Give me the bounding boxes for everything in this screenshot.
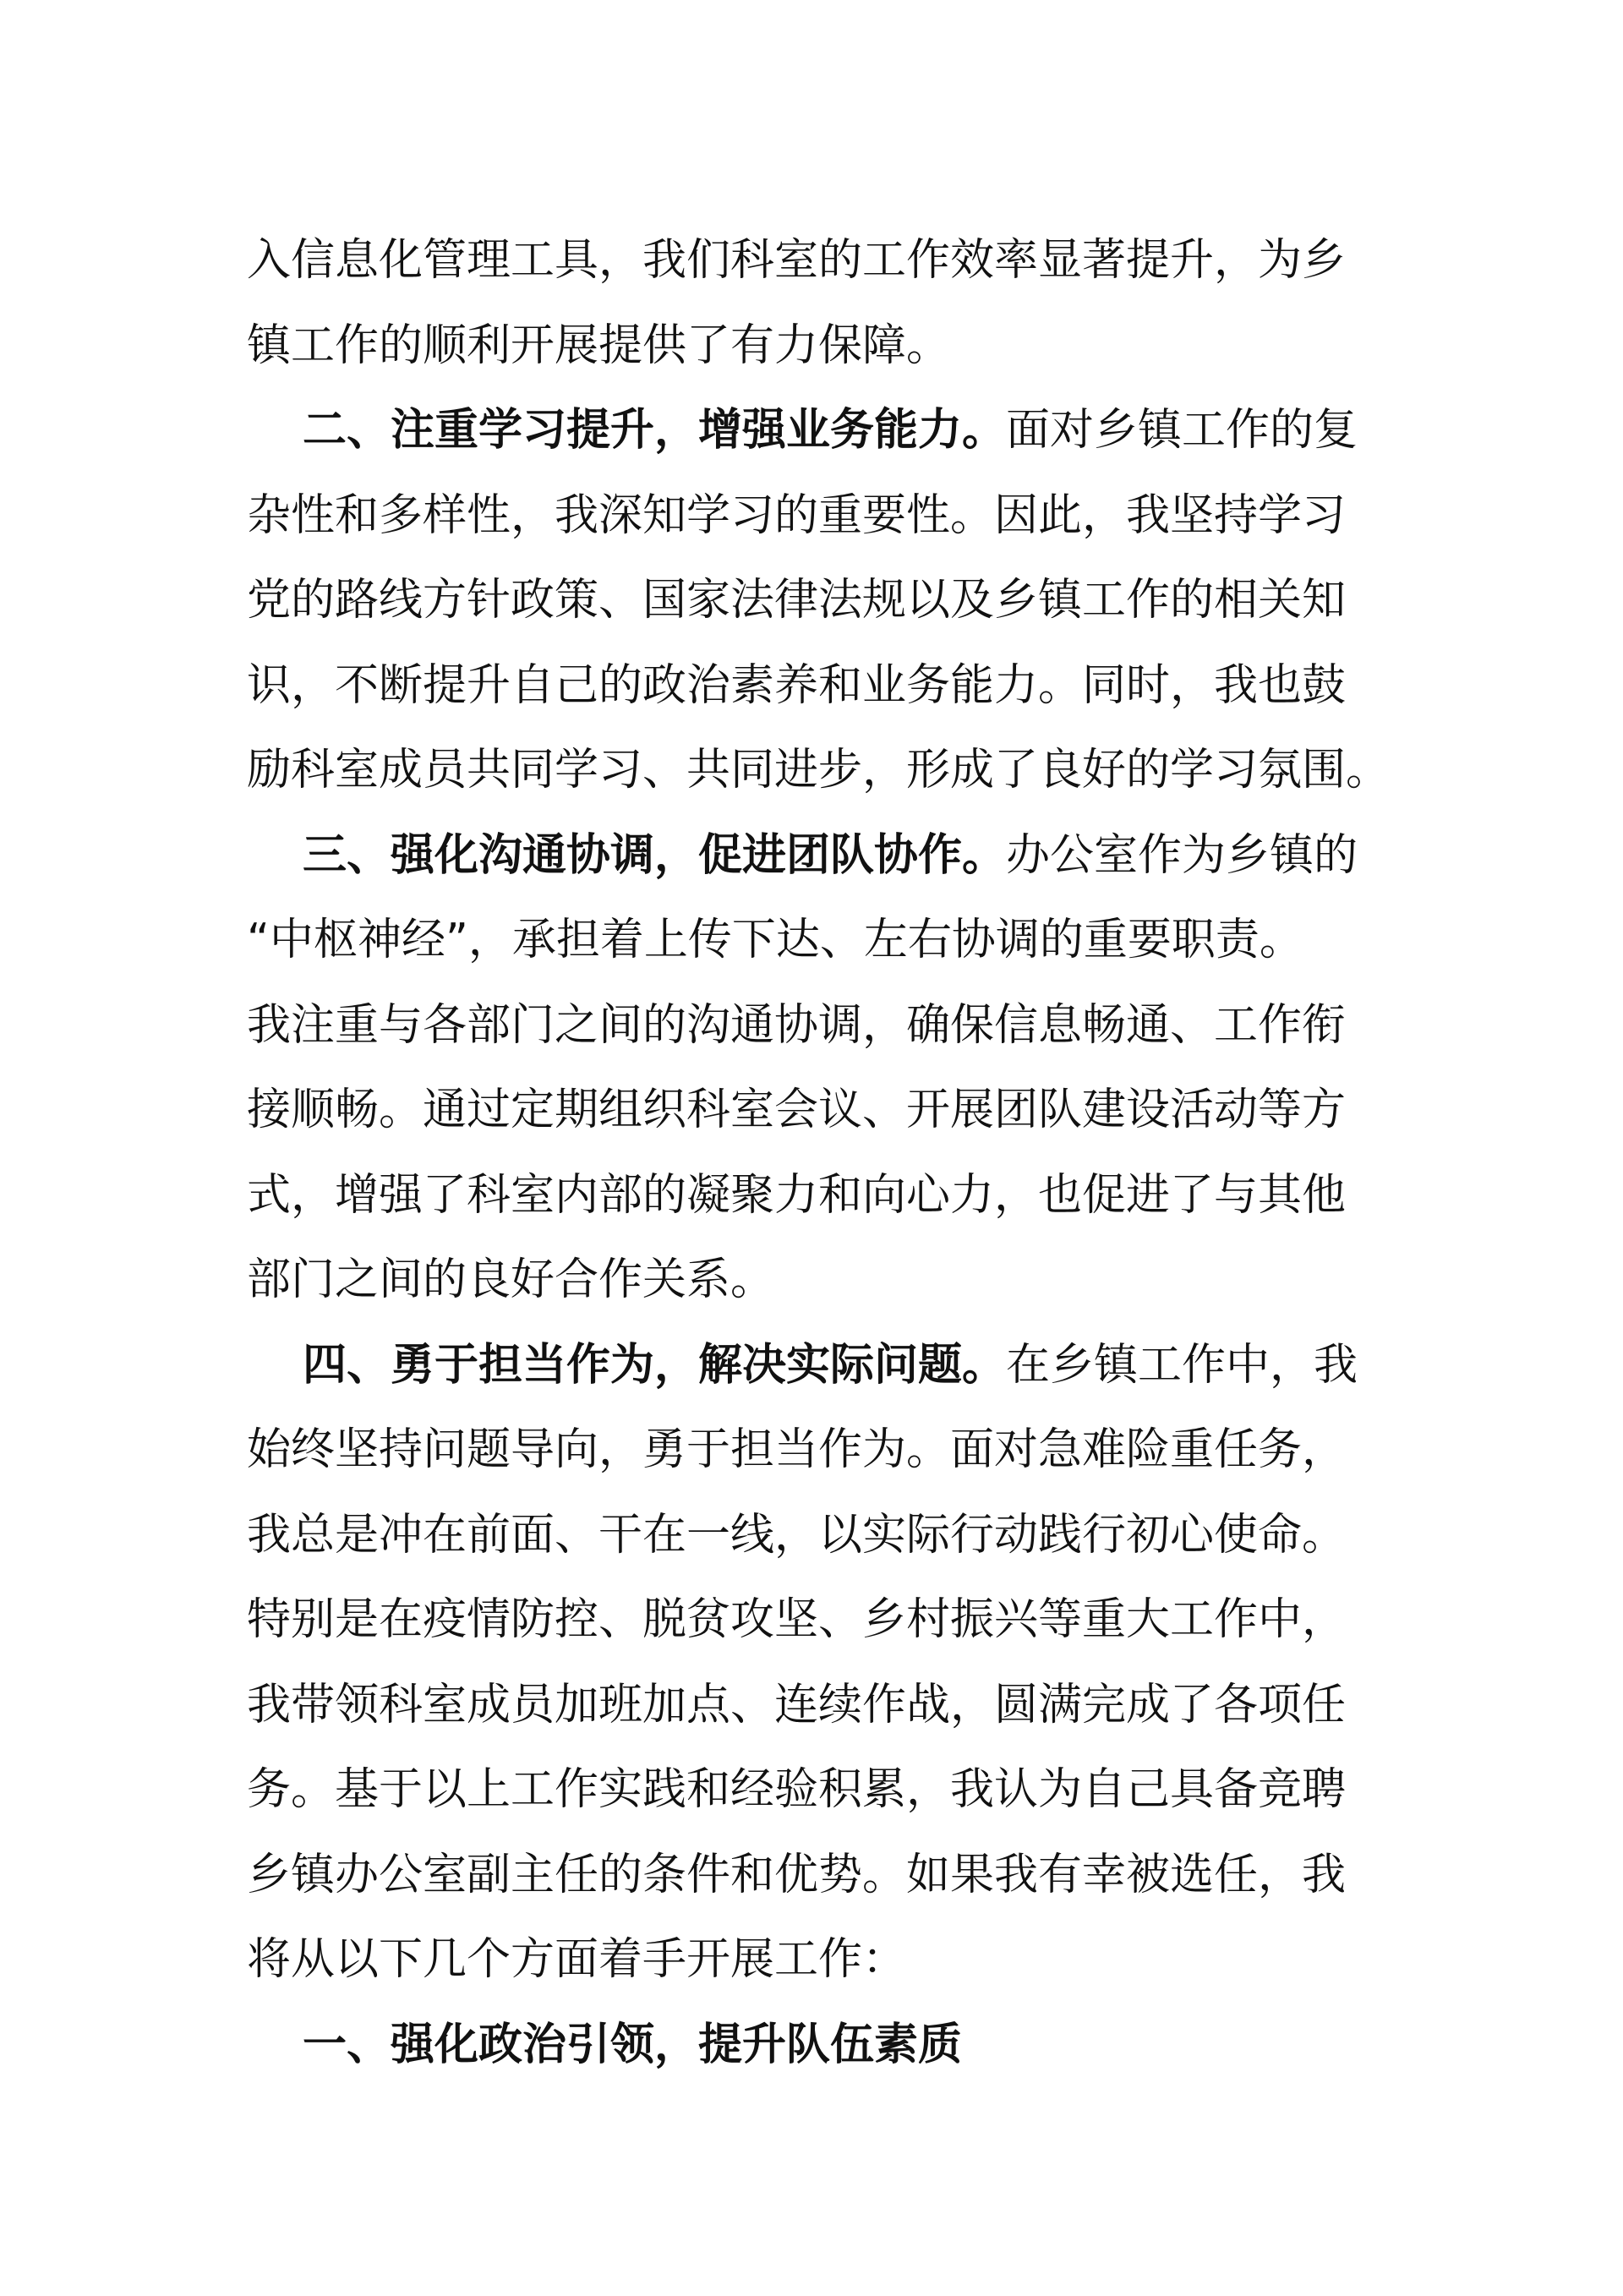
paragraph-line: “中枢神经”，承担着上传下达、左右协调的重要职责。 <box>247 915 1303 965</box>
section-heading-line: 四、勇于担当作为，解决实际问题。在乡镇工作中，我 <box>303 1339 1358 1391</box>
paragraph-line: 我总是冲在前面、干在一线，以实际行动践行初心使命。 <box>247 1509 1347 1561</box>
paragraph-line: 乡镇办公室副主任的条件和优势。如果我有幸被选任，我 <box>247 1849 1347 1900</box>
paragraph-line: 励科室成员共同学习、共同进步，形成了良好的学习氛围。 <box>247 745 1391 795</box>
section-heading: 二、注重学习提升，增强业务能力。 <box>303 405 1007 456</box>
paragraph-line: 入信息化管理工具，我们科室的工作效率显著提升，为乡 <box>247 235 1347 286</box>
paragraph-line: 特别是在疫情防控、脱贫攻坚、乡村振兴等重大工作中， <box>247 1594 1347 1645</box>
paragraph-line: 镇工作的顺利开展提供了有力保障。 <box>247 320 951 371</box>
paragraph-line: 务。基于以上工作实践和经验积累，我认为自己具备竞聘 <box>247 1764 1347 1815</box>
paragraph-line: 杂性和多样性，我深知学习的重要性。因此，我坚持学习 <box>247 489 1347 541</box>
paragraph-line: 识，不断提升自己的政治素养和业务能力。同时，我也鼓 <box>247 659 1347 711</box>
section-heading-line <box>247 2003 1376 2088</box>
paragraph-line: 我注重与各部门之间的沟通协调，确保信息畅通、工作衔 <box>247 999 1347 1051</box>
paragraph-line: 我带领科室成员加班加点、连续作战，圆满完成了各项任 <box>247 1679 1347 1730</box>
section-heading-line: 三、强化沟通协调，促进团队协作。办公室作为乡镇的 <box>303 829 1358 881</box>
section-heading: 三、强化沟通协调，促进团队协作。 <box>303 829 1007 881</box>
section-heading: 一、强化政治引领，提升队伍素质 <box>303 2019 963 2070</box>
section-heading: 四、勇于担当作为，解决实际问题。 <box>303 1339 1007 1391</box>
paragraph-line: 将从以下几个方面着手开展工作： <box>247 1934 907 1985</box>
section-heading-line: 二、注重学习提升，增强业务能力。面对乡镇工作的复 <box>303 405 1358 456</box>
body-text <box>247 218 1391 2087</box>
paragraph-line: 接顺畅。通过定期组织科室会议、开展团队建设活动等方 <box>247 1085 1347 1135</box>
paragraph-line: 部门之间的良好合作关系。 <box>247 1255 775 1305</box>
paragraph-line: 党的路线方针政策、国家法律法规以及乡镇工作的相关知 <box>247 575 1347 626</box>
paragraph-line: 式，增强了科室内部的凝聚力和向心力，也促进了与其他 <box>247 1169 1347 1221</box>
paragraph-line: 始终坚持问题导向，勇于担当作为。面对急难险重任务， <box>247 1424 1347 1475</box>
